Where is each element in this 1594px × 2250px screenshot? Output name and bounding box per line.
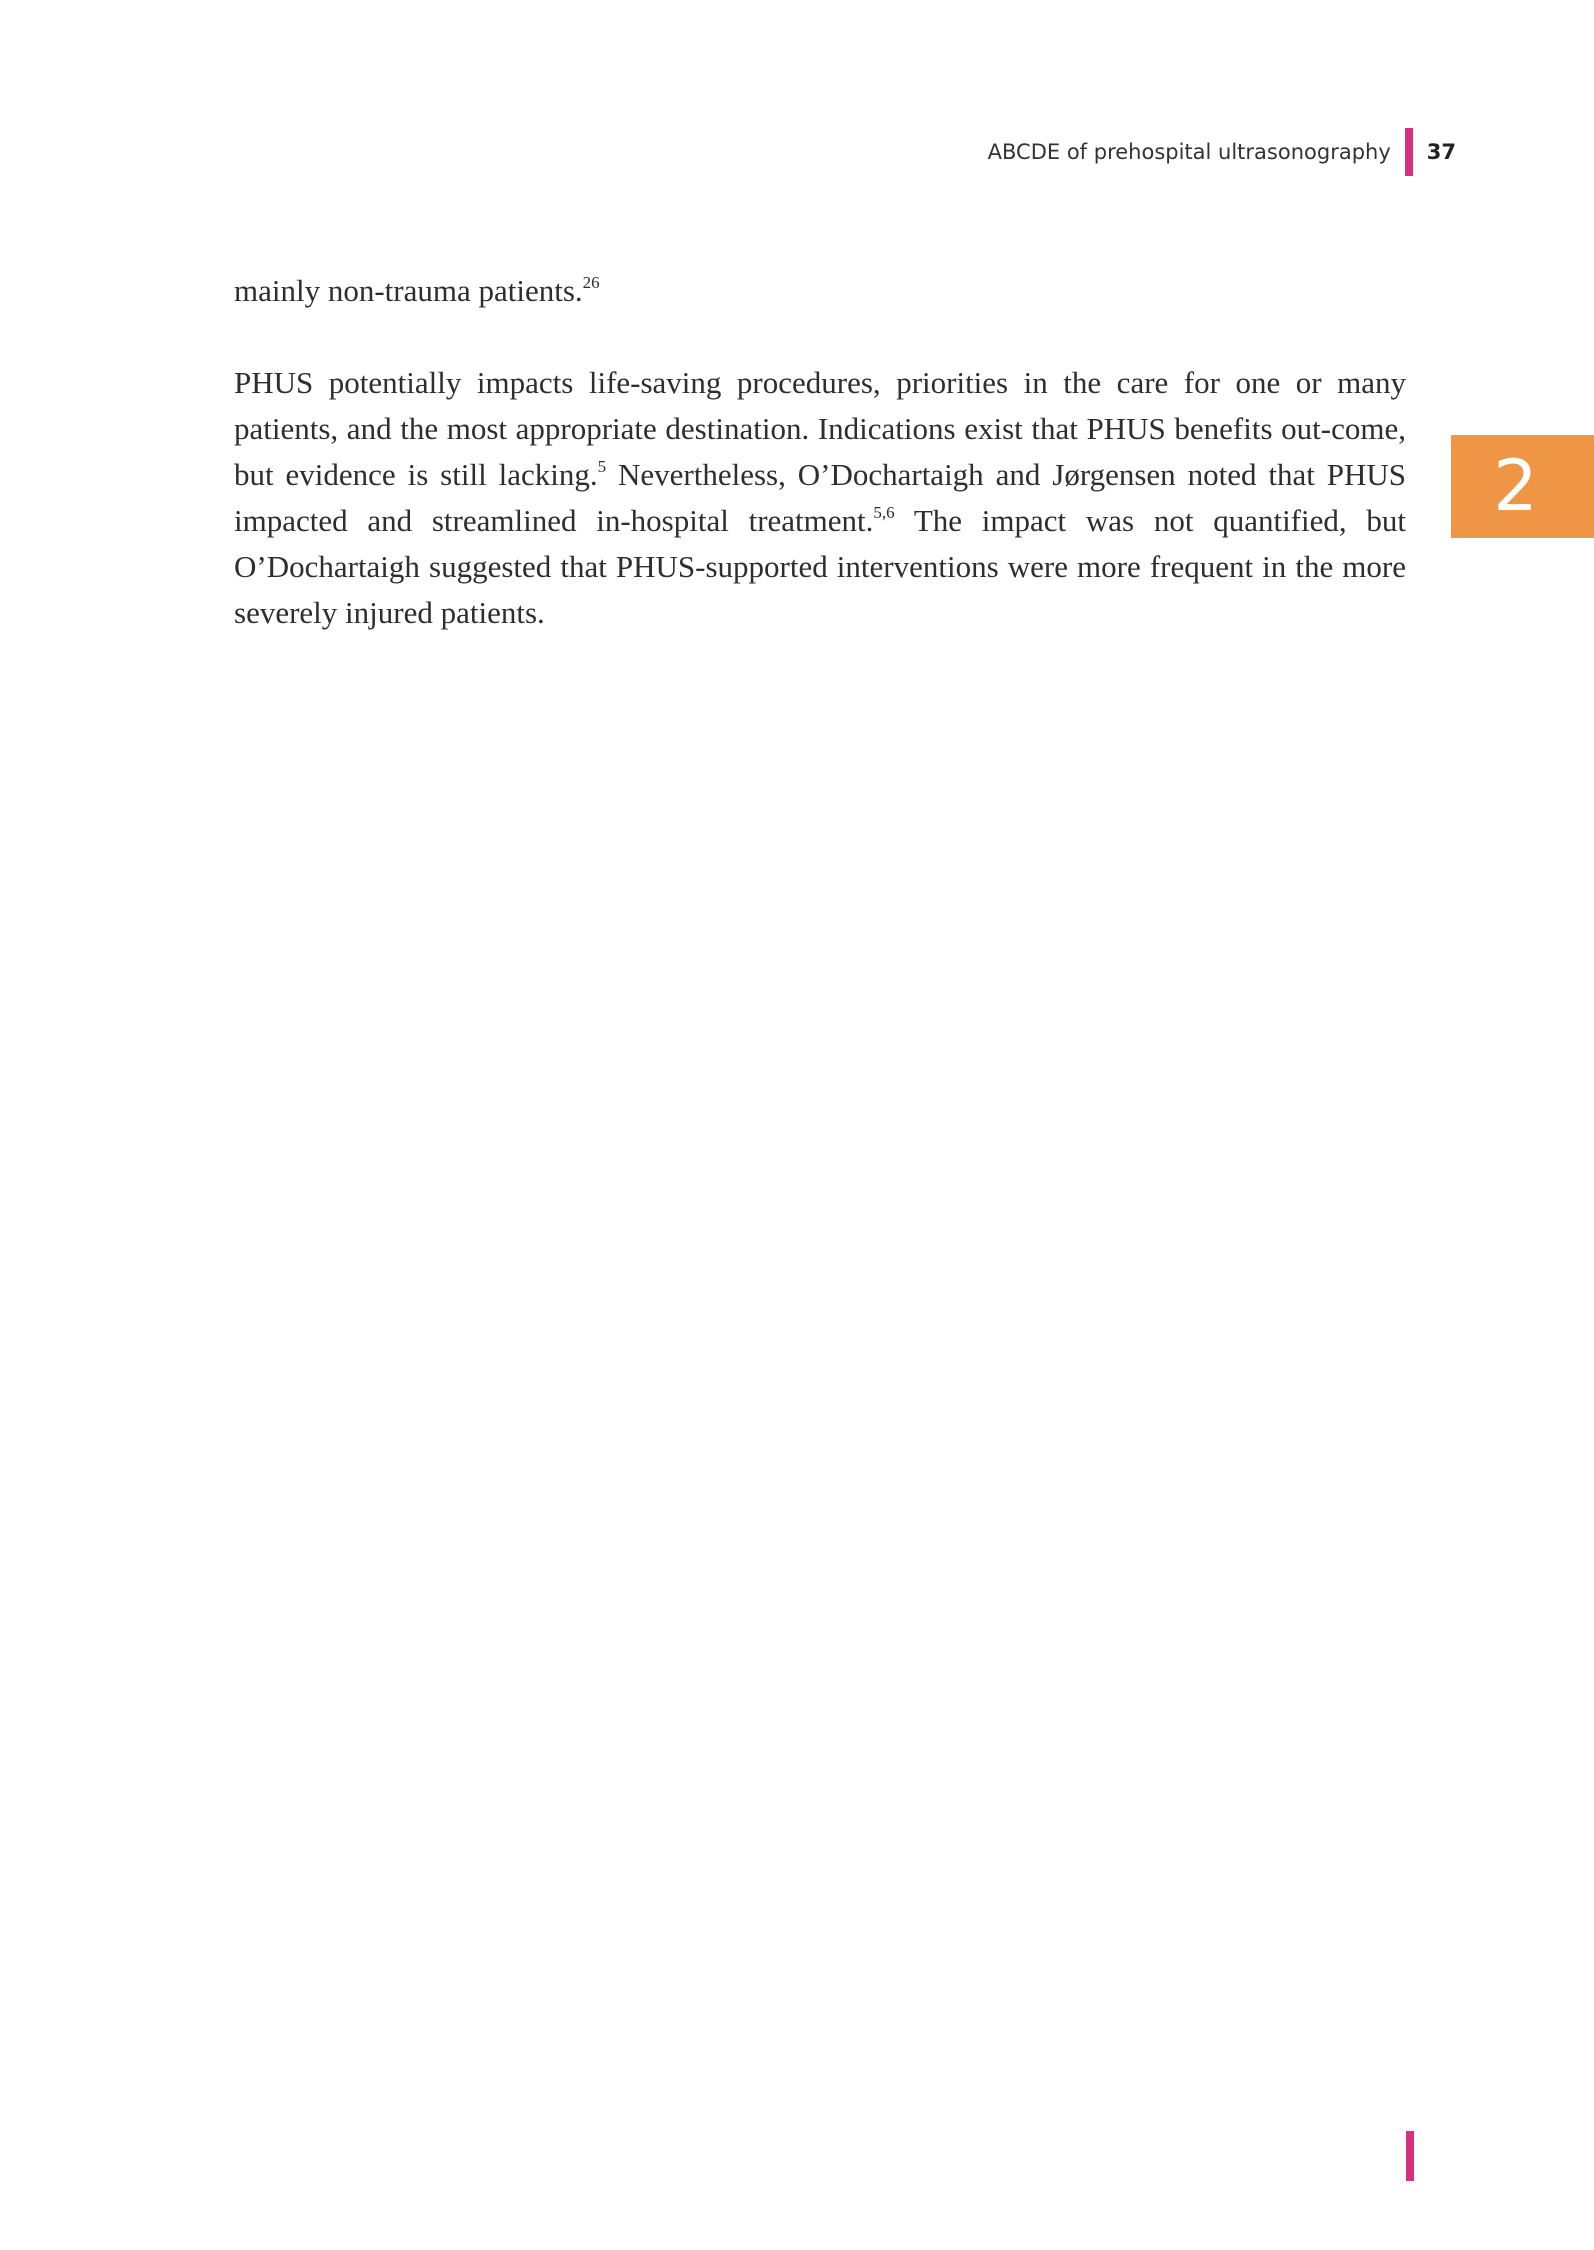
paragraph-1 bbox=[234, 268, 1406, 314]
footer-accent-bar bbox=[1406, 2131, 1414, 2181]
paragraph-2-segment-1: PHUS potentially impacts life-saving procedures, priorities in the care for one or many patients, and the most appropriate destination. Indications exist that PHUS benefits out-come, but evidence is still lacking. bbox=[234, 365, 1406, 492]
paragraph-2-segment-3: The impact was not quantified, but O’Dochartaigh suggested that PHUS-supported interventions were more frequent in the more severely injured patients. bbox=[234, 503, 1406, 630]
chapter-tab: 2 bbox=[1451, 435, 1594, 538]
running-title: ABCDE of prehospital ultrasonography bbox=[987, 140, 1391, 164]
reference-5-6: 5,6 bbox=[873, 503, 895, 522]
running-header bbox=[988, 128, 1456, 176]
paragraph-2-segment-2: Nevertheless, O’Dochartaigh and Jørgensen noted that PHUS impacted and streamlined in-hospital treatment. bbox=[234, 457, 1407, 538]
reference-26: 26 bbox=[582, 273, 600, 292]
paragraph-1-text: mainly non-trauma patients. bbox=[234, 273, 583, 308]
page-number: 37 bbox=[1426, 140, 1456, 164]
header-accent-bar bbox=[1405, 128, 1413, 176]
paragraph-2 bbox=[234, 360, 1406, 636]
reference-5: 5 bbox=[597, 457, 607, 476]
